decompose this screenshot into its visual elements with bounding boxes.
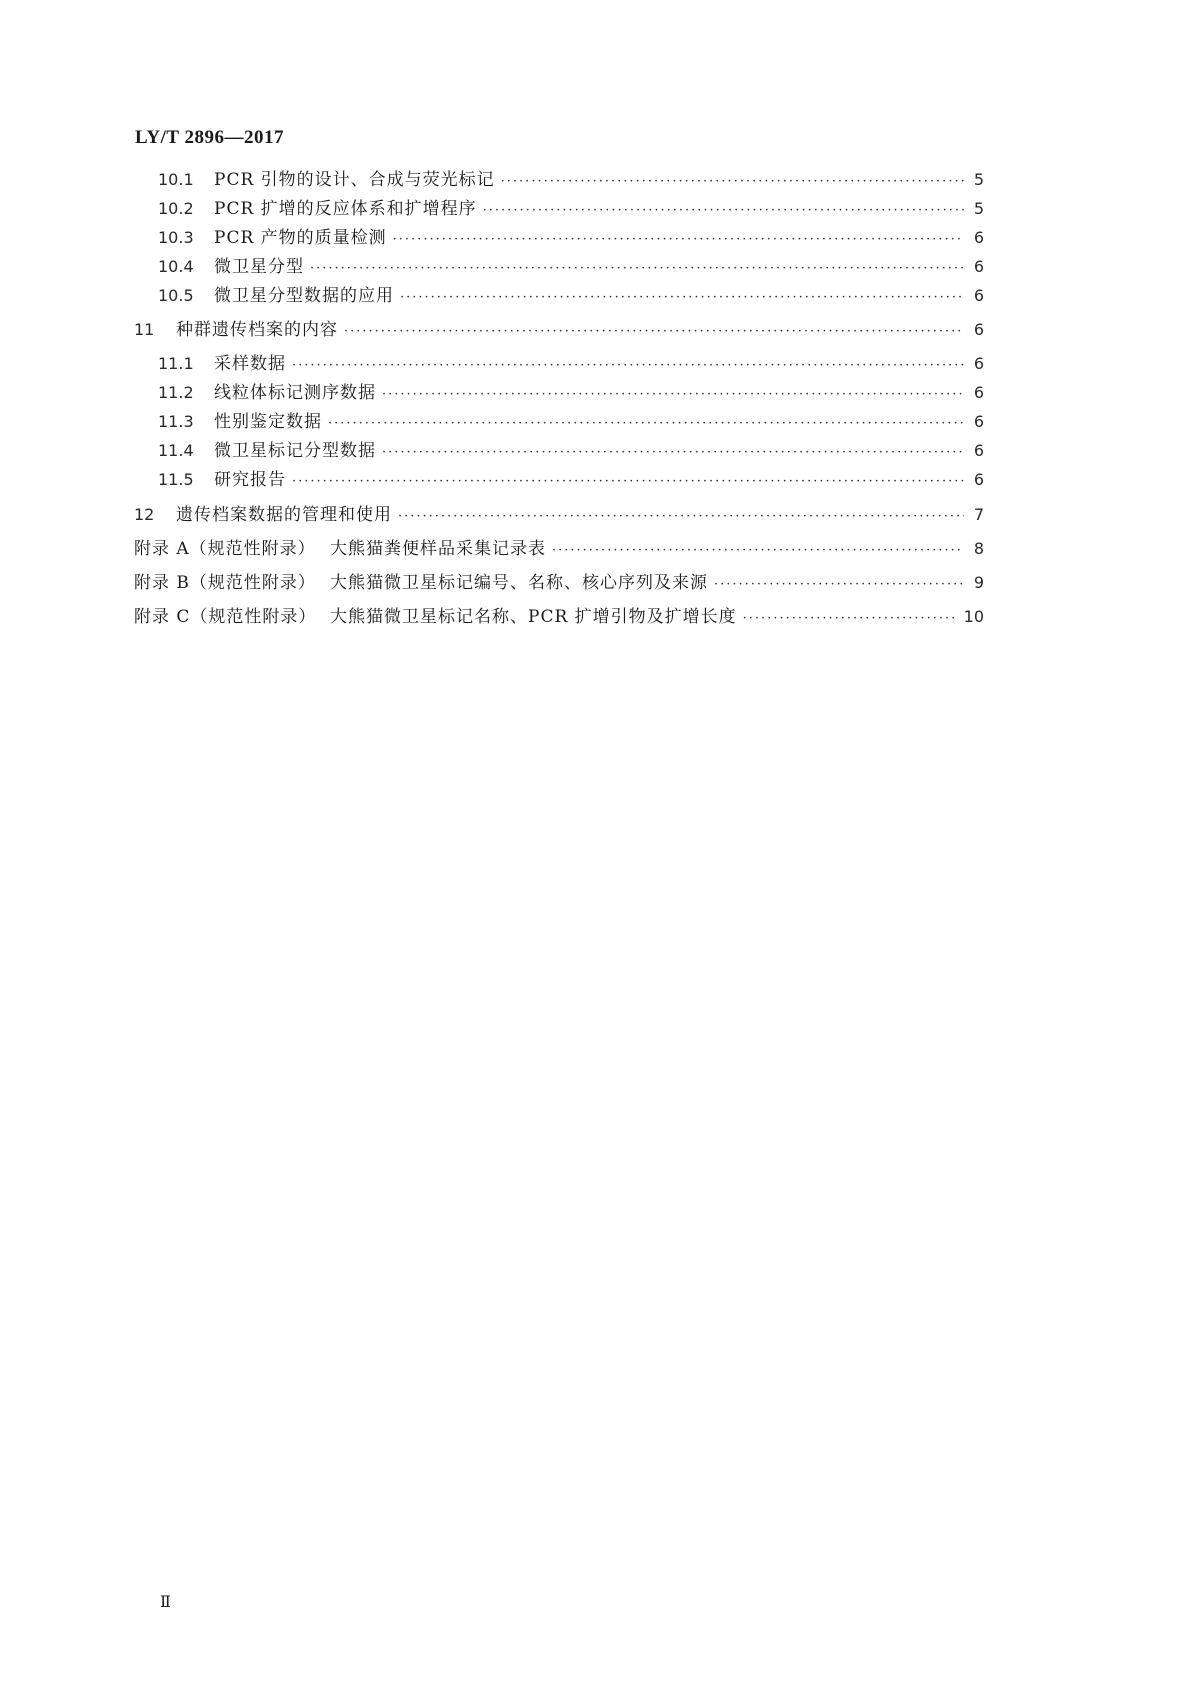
toc-entry-10-5[interactable] [158,283,984,309]
toc-entry-number: 11.5 [158,470,194,489]
toc-entry-title: 遗传档案数据的管理和使用 [176,505,392,525]
toc-leader-dots [393,227,964,253]
toc-entry-11-5[interactable] [158,467,984,493]
toc-leader-dots [714,572,964,598]
standard-code: LY/T 2896—2017 [135,127,285,148]
toc-entry-title: 大熊猫粪便样品采集记录表 [330,539,546,559]
toc-entry-title: 微卫星分型数据的应用 [214,286,394,306]
toc-entry-12[interactable] [134,502,984,528]
toc-entry-11-1[interactable] [158,351,984,377]
toc-entry-page: 8 [973,539,984,558]
toc-entry-title: 采样数据 [214,354,286,374]
toc-entry-title: 微卫星分型 [214,257,304,277]
toc-entry-page: 6 [973,470,984,489]
toc-leader-dots [483,198,964,224]
toc-entry-title: 研究报告 [214,470,286,490]
toc-entry-number: 10.4 [158,257,194,276]
toc-entry-page: 9 [973,573,984,592]
toc-entry-number: 11.3 [158,412,194,431]
toc-entry-page: 6 [973,383,984,402]
toc-appendix-label: 附录 C（规范性附录） [134,607,317,627]
toc-leader-dots [382,382,964,408]
toc-entry-appendix-a[interactable] [134,536,984,562]
toc-entry-page: 6 [973,228,984,247]
toc-leader-dots [552,538,964,564]
toc-entry-10-1[interactable] [158,167,984,193]
toc-entry-number: 10.5 [158,286,194,305]
toc-entry-page: 5 [973,170,984,189]
toc-entry-title: 种群遗传档案的内容 [176,320,338,340]
toc-entry-page: 6 [973,320,984,339]
toc-entry-page: 10 [963,607,984,626]
toc-appendix-label: 附录 B（规范性附录） [134,573,316,593]
toc-entry-11-4[interactable] [158,438,984,464]
toc-entry-title: PCR 引物的设计、合成与荧光标记 [214,170,495,190]
toc-entry-page: 7 [973,505,984,524]
toc-entry-11-3[interactable] [158,409,984,435]
toc-entry-page: 6 [973,441,984,460]
toc-entry-11[interactable] [134,317,984,343]
toc-leader-dots [292,469,964,495]
toc-entry-title: 性别鉴定数据 [214,412,322,432]
toc-leader-dots [400,285,964,311]
toc-leader-dots [743,606,956,632]
toc-leader-dots [310,256,964,282]
toc-entry-10-4[interactable] [158,254,984,280]
toc-entry-10-2[interactable] [158,196,984,222]
toc-leader-dots [344,319,964,345]
page-number: Ⅱ [160,1594,171,1611]
toc-leader-dots [328,411,964,437]
toc-entry-title: PCR 产物的质量检测 [214,228,387,248]
toc-entry-11-2[interactable] [158,380,984,406]
toc-entry-number: 10.3 [158,228,194,247]
toc-entry-page: 6 [973,412,984,431]
toc-entry-title: PCR 扩增的反应体系和扩增程序 [214,199,477,219]
toc-entry-appendix-b[interactable] [134,570,984,596]
toc-entry-title: 大熊猫微卫星标记编号、名称、核心序列及来源 [330,573,708,593]
toc-entry-number: 10.1 [158,170,194,189]
toc-appendix-label: 附录 A（规范性附录） [134,539,316,559]
toc-entry-page: 6 [973,286,984,305]
toc-entry-title: 大熊猫微卫星标记名称、PCR 扩增引物及扩增长度 [330,607,737,627]
toc-entry-number: 12 [134,505,155,524]
toc-entry-number: 11.4 [158,441,194,460]
toc-entry-number: 10.2 [158,199,194,218]
toc-entry-page: 5 [973,199,984,218]
toc-entry-page: 6 [973,257,984,276]
toc-entry-number: 11.1 [158,354,194,373]
toc-entry-page: 6 [973,354,984,373]
toc-entry-appendix-c[interactable] [134,604,984,630]
toc-entry-title: 线粒体标记测序数据 [214,383,376,403]
toc-leader-dots [501,169,964,195]
toc-leader-dots [292,353,964,379]
toc-leader-dots [398,504,964,530]
toc-leader-dots [382,440,964,466]
toc-entry-number: 11.2 [158,383,194,402]
toc-entry-number: 11 [134,320,155,339]
toc-entry-10-3[interactable] [158,225,984,251]
toc-entry-title: 微卫星标记分型数据 [214,441,376,461]
